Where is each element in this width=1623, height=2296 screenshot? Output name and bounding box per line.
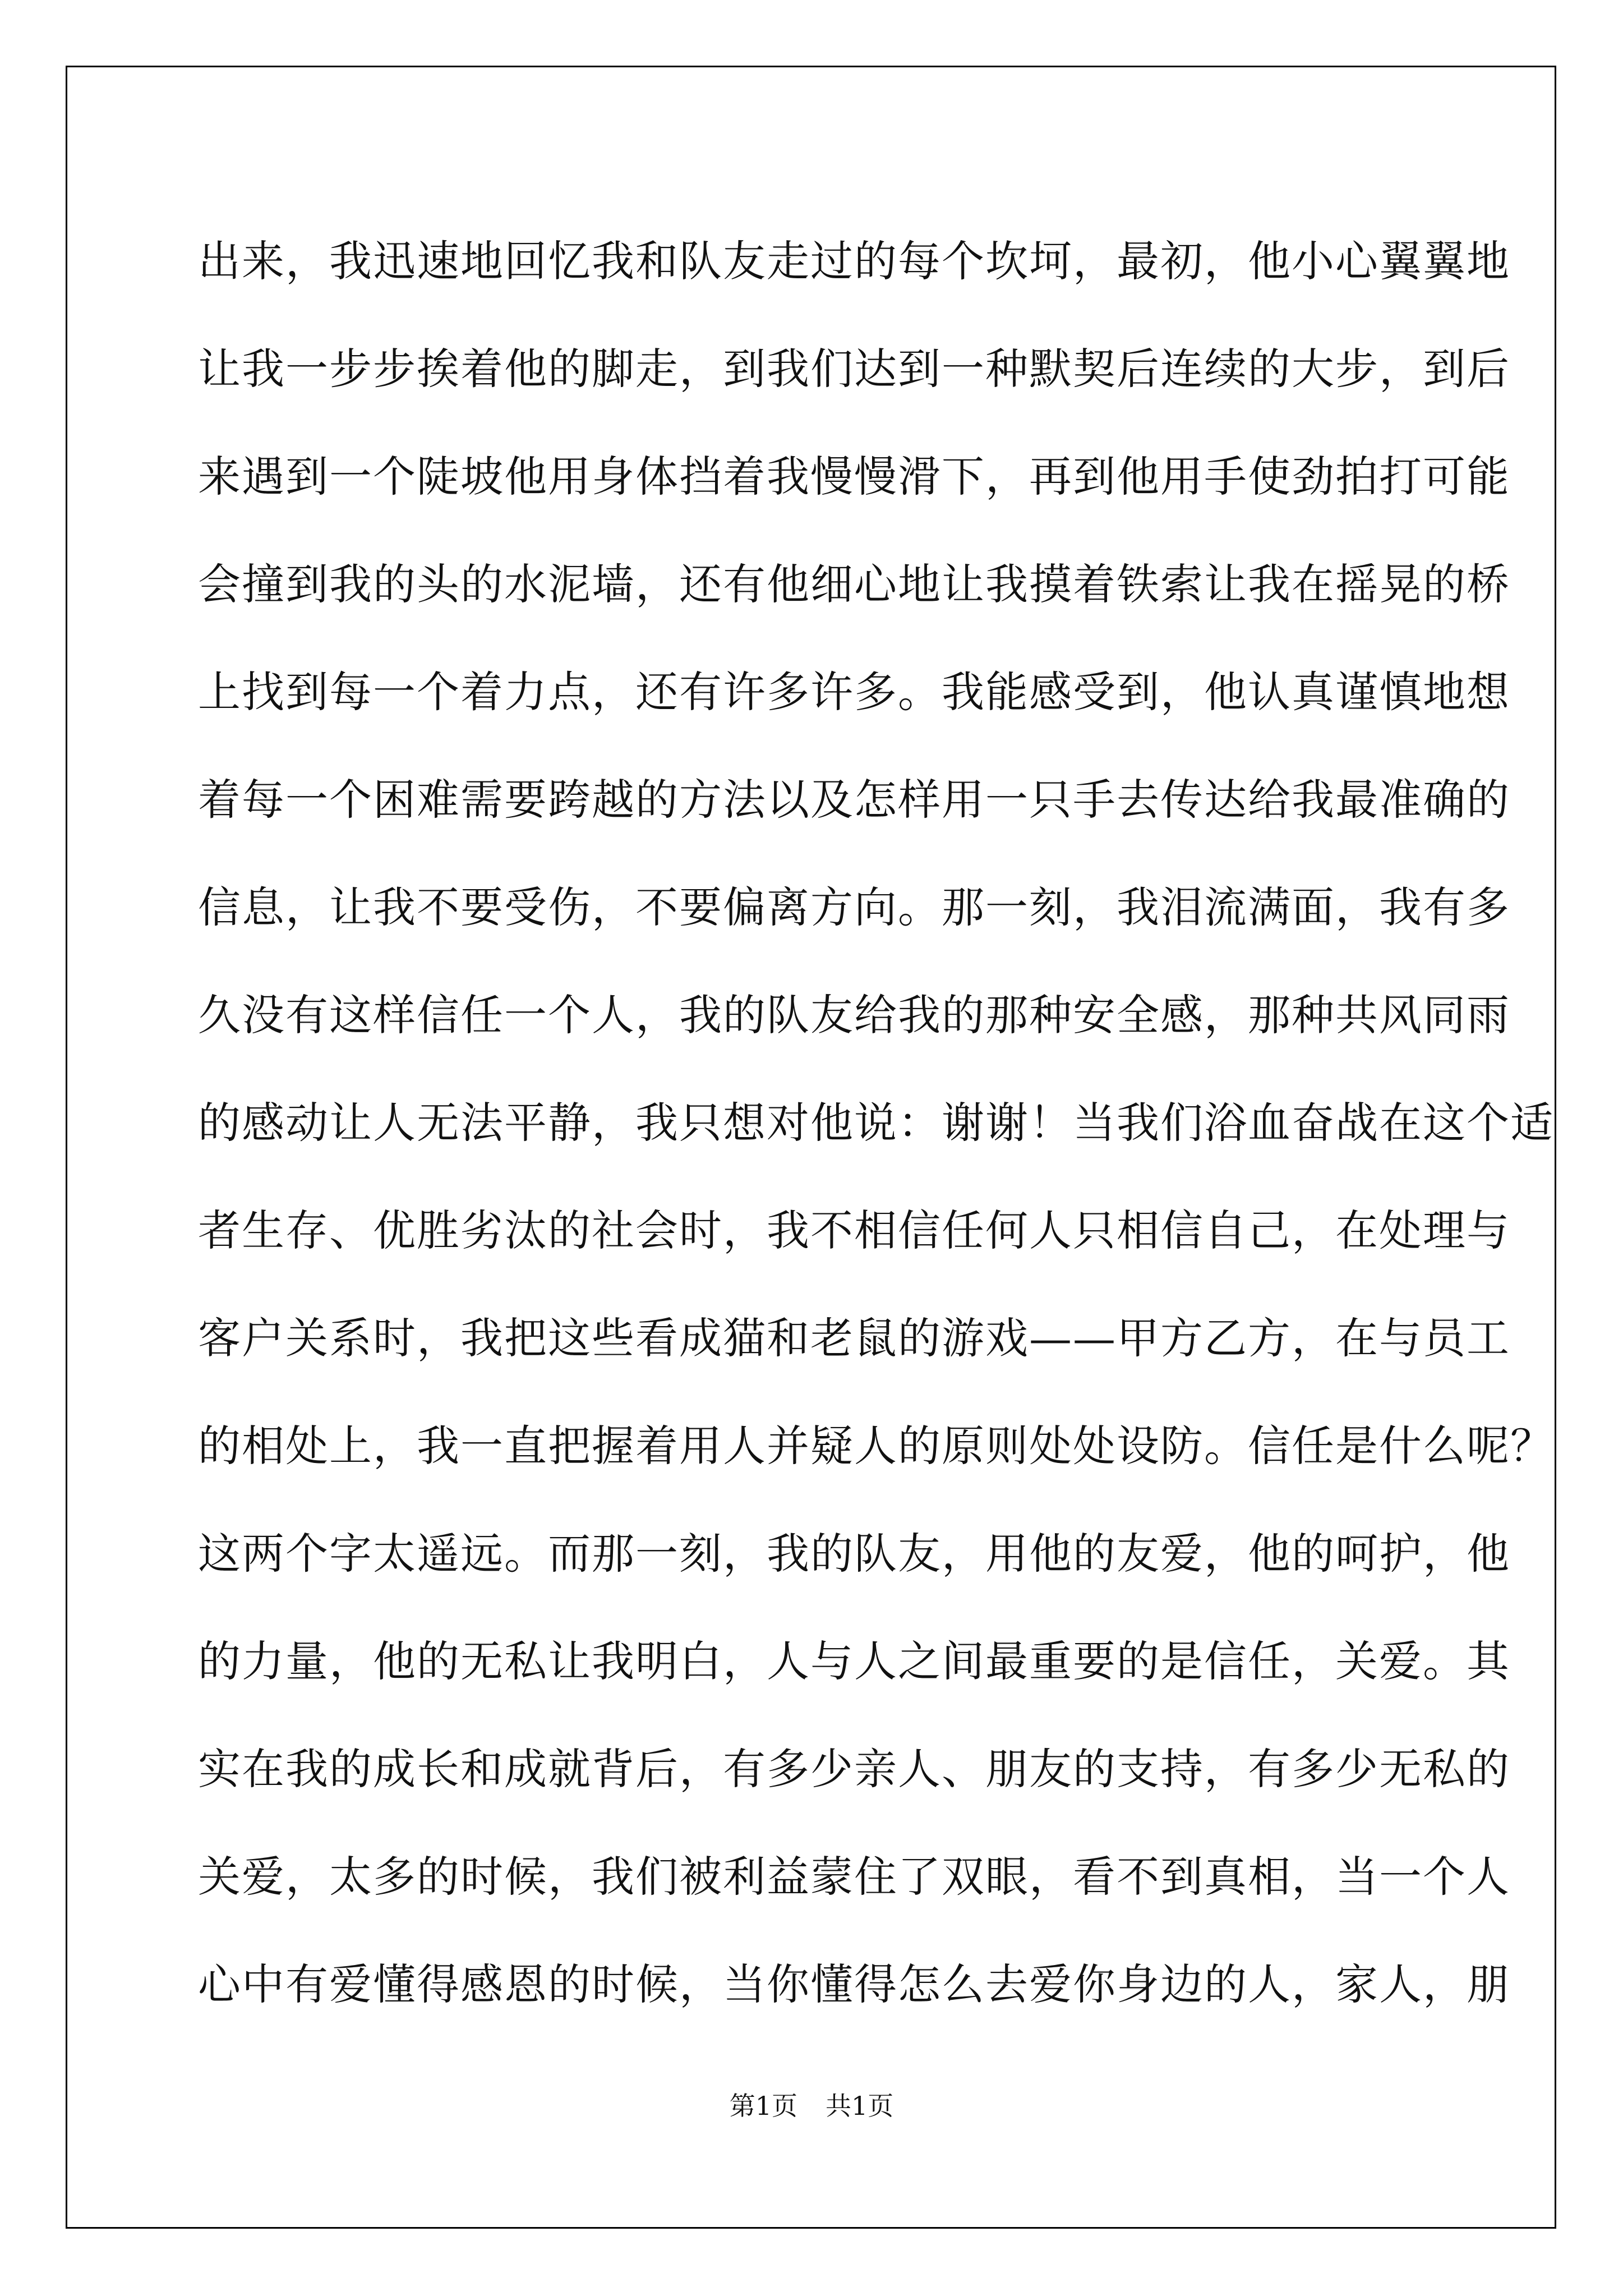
text-line: 会撞到我的头的水泥墙，还有他细心地让我摸着铁索让我在摇晃的桥 bbox=[198, 559, 1510, 609]
text-line: 让我一步步挨着他的脚走，到我们达到一种默契后连续的大步，到后 bbox=[198, 344, 1510, 394]
text-line: 来遇到一个陡坡他用身体挡着我慢慢滑下，再到他用手使劲拍打可能 bbox=[198, 452, 1510, 501]
document-body bbox=[198, 208, 1554, 2039]
text-line: 这两个字太遥远。而那一刻，我的队友，用他的友爱，他的呵护，他 bbox=[198, 1529, 1510, 1579]
text-line: 客户关系时，我把这些看成猫和老鼠的游戏——甲方乙方，在与员工 bbox=[198, 1313, 1510, 1363]
text-line: 久没有这样信任一个人，我的队友给我的那种安全感，那种共风同雨 bbox=[198, 990, 1510, 1040]
text-line: 出来，我迅速地回忆我和队友走过的每个坎坷，最初，他小心翼翼地 bbox=[198, 236, 1510, 286]
text-line: 着每一个困难需要跨越的方法以及怎样用一只手去传达给我最准确的 bbox=[198, 775, 1510, 825]
page-total: 共1页 bbox=[826, 2091, 894, 2121]
page-footer bbox=[0, 2086, 1623, 2123]
text-line: 实在我的成长和成就背后，有多少亲人、朋友的支持，有多少无私的 bbox=[198, 1744, 1510, 1794]
text-line: 信息，让我不要受伤，不要偏离方向。那一刻，我泪流满面，我有多 bbox=[198, 882, 1510, 932]
text-line: 上找到每一个着力点，还有许多许多。我能感受到，他认真谨慎地想 bbox=[198, 667, 1510, 717]
page-number: 第1页 bbox=[729, 2091, 797, 2121]
text-line: 心中有爱懂得感恩的时候，当你懂得怎么去爱你身边的人，家人，朋 bbox=[198, 1959, 1510, 2009]
text-line: 者生存、优胜劣汰的社会时，我不相信任何人只相信自己，在处理与 bbox=[198, 1205, 1510, 1255]
text-line: 关爱，太多的时候，我们被利益蒙住了双眼，看不到真相，当一个人 bbox=[198, 1852, 1510, 1902]
text-line: 的力量，他的无私让我明白，人与人之间最重要的是信任，关爱。其 bbox=[198, 1636, 1510, 1686]
text-line: 的相处上，我一直把握着用人并疑人的原则处处设防。信任是什么呢？ bbox=[198, 1421, 1554, 1471]
text-line: 的感动让人无法平静，我只想对他说：谢谢！当我们浴血奋战在这个适 bbox=[198, 1098, 1554, 1148]
